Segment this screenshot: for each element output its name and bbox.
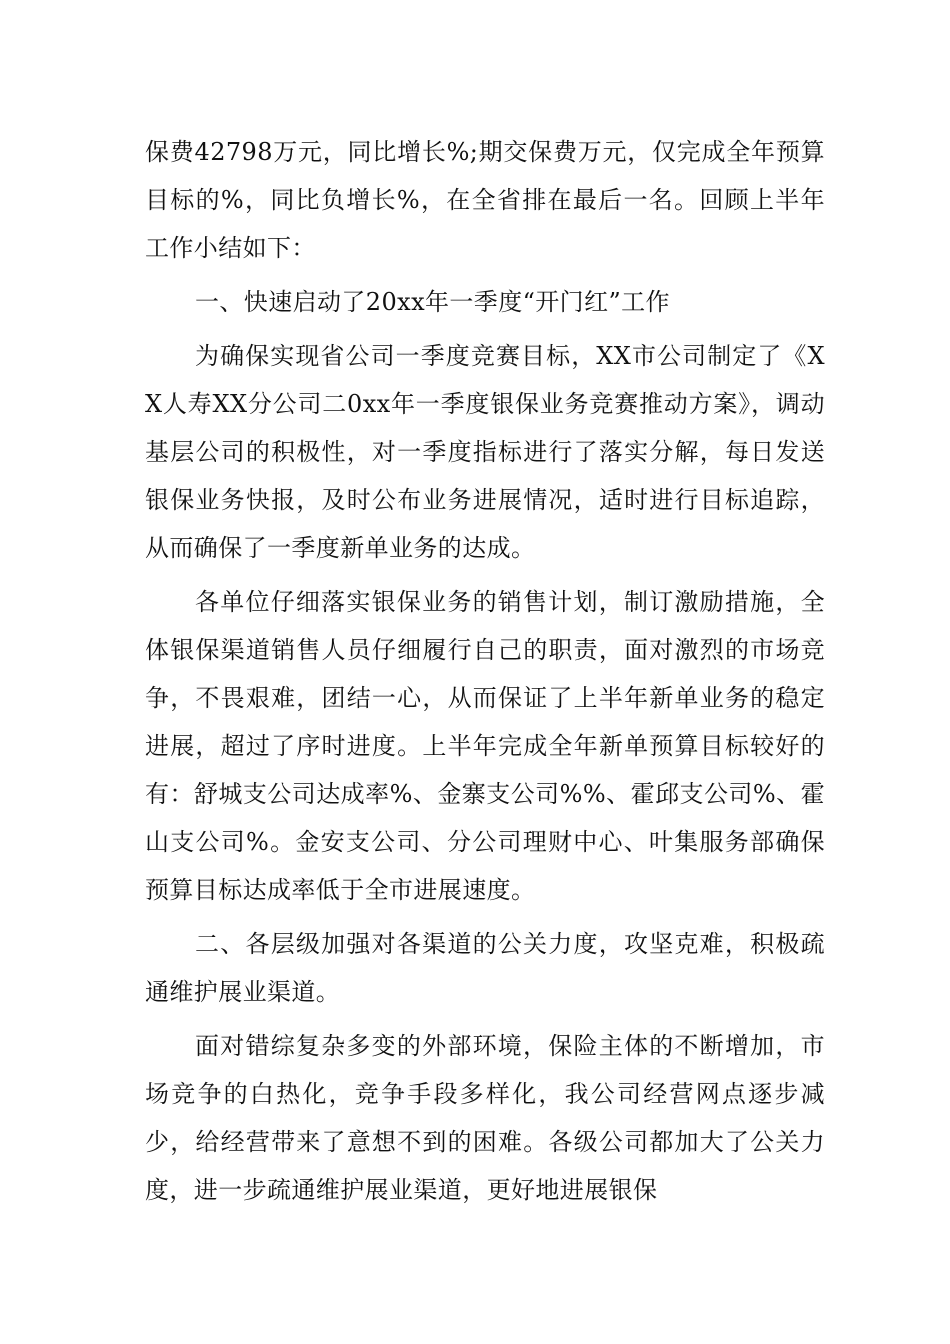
section-heading-2: 二、各层级加强对各渠道的公关力度，攻坚克难，积极疏通维护展业渠道。 xyxy=(145,930,825,1006)
document-body xyxy=(145,128,825,1220)
paragraph-q1-competition: 为确保实现省公司一季度竞赛目标，XX市公司制定了《XX人寿XX分公司二0xx年一季度银保业务竞赛推动方案》，调动基层公司的积极性，对一季度指标进行了落实分解，每日发送银保业务快报，及时公布业务进展情况，适时进行目标追踪，从而确保了一季度新单业务的达成。 xyxy=(145,342,825,562)
section-heading-1: 一、快速启动了20xx年一季度“开门红”工作 xyxy=(195,288,670,316)
paragraph-sales-plan: 各单位仔细落实银保业务的销售计划，制订激励措施，全体银保渠道销售人员仔细履行自己的职责，面对激烈的市场竞争，不畏艰难，团结一心，从而保证了上半年新单业务的稳定进展，超过了序时进度。上半年完成全年新单预算目标较好的有：舒城支公司达成率%、金寨支公司%%、霍邱支公司%、霍山支公司%。金安支公司、分公司理财中心、叶集服务部确保预算目标达成率低于全市进展速度。 xyxy=(145,588,825,904)
paragraph-external-environment: 面对错综复杂多变的外部环境，保险主体的不断增加，市场竞争的白热化，竞争手段多样化，我公司经营网点逐步减少，给经营带来了意想不到的困难。各级公司都加大了公关力度，进一步疏通维护展业渠道，更好地进展银保 xyxy=(145,1032,825,1204)
paragraph-continuation: 保费42798万元，同比增长%;期交保费万元，仅完成全年预算目标的%，同比负增长%，在全省排在最后一名。回顾上半年工作小结如下： xyxy=(145,138,825,262)
